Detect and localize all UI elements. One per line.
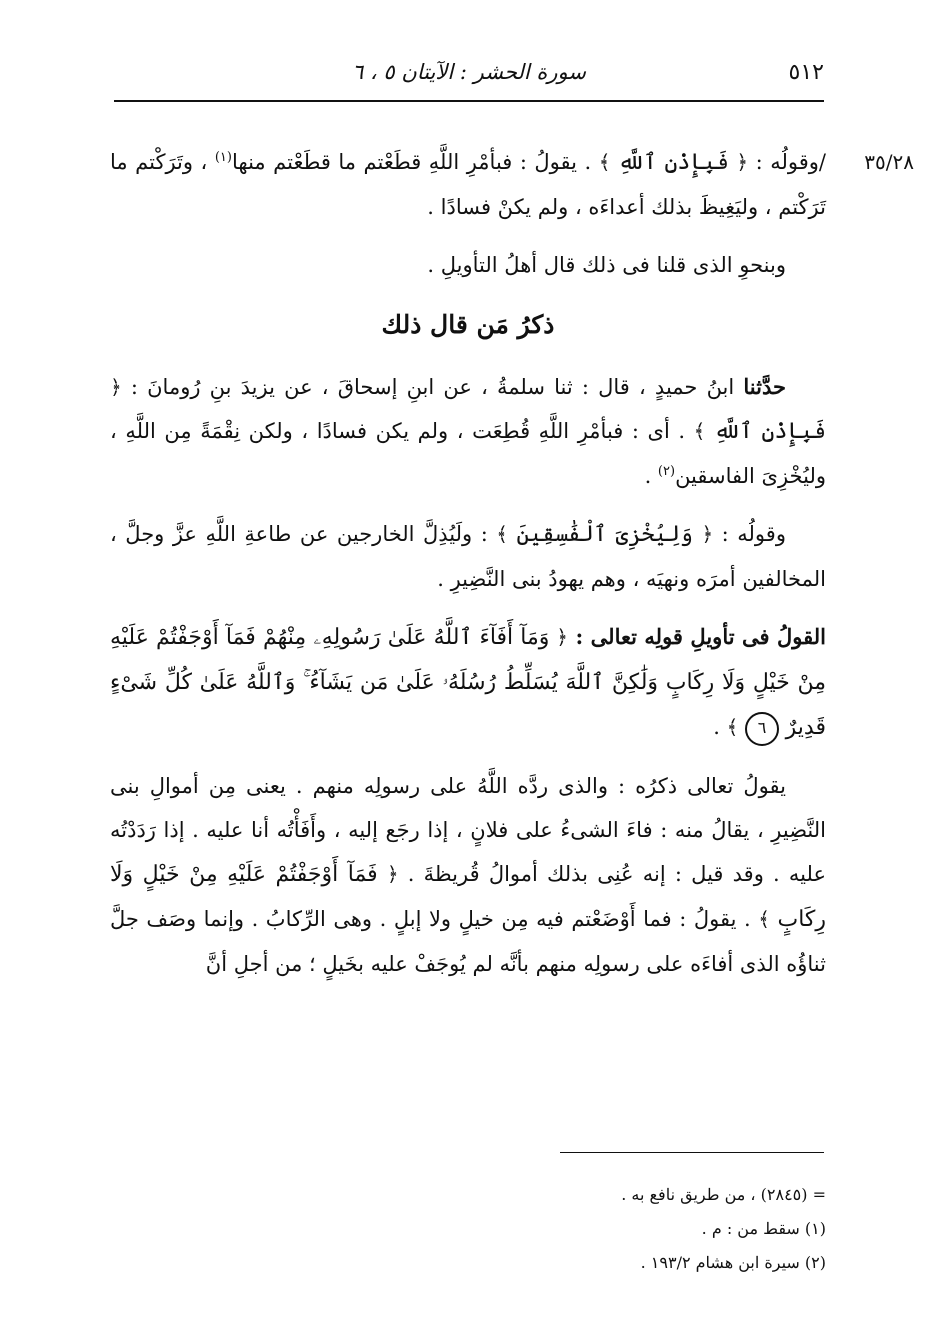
footnote-1: (١) سقط من : م . xyxy=(701,1219,826,1238)
paragraph-4 xyxy=(110,512,826,601)
quran-quote: وَلِيُخْزِىَ ٱلْفَٰسِقِينَ xyxy=(516,522,693,547)
ornate-bracket-close: ﴾ xyxy=(598,150,611,174)
text-run: . xyxy=(713,715,727,739)
header-rule xyxy=(114,100,824,102)
ornate-bracket-open: ﴿ xyxy=(701,522,714,546)
text-run: يقولُ تعالى ذكرُه : والذى ردَّه اللَّهُ على رسولِه منهم . يعنى مِن أموالِ بنى النَّضِيرِ ، يقالُ منه : فاءَ الشىءُ على فلانٍ ، إذا رجَع إليه ، وأَفَأْتُه أنا عليه . إذا رَدَدْتُه عليه . وقد قيل : إنه عُنِى بذلك أموالُ قُريظةَ . xyxy=(110,774,826,886)
paragraph-6 xyxy=(110,764,826,986)
text-run: . أى : فبأمْرِ اللَّهِ قُطِعَت ، ولم يكن فسادًا ، ولكن نِقْمَةً مِن اللَّهِ ، وليُخْزِىَ الفاسقين xyxy=(110,419,826,488)
quran-quote: فَبِإِذْنِ ٱللَّهِ xyxy=(617,150,729,175)
ornate-bracket-close: ﴾ xyxy=(726,715,739,739)
ornate-bracket-open: ﴿ xyxy=(386,862,399,886)
main-text xyxy=(110,140,826,1000)
text-run: وقولُه : xyxy=(713,522,786,546)
tafsir-heading: القولُ فى تأويلِ قولِه تعالى : xyxy=(567,624,826,649)
isnad-opening: حدَّثنا xyxy=(743,374,786,399)
quran-verse: وَمَآ أَفَآءَ ٱللَّهُ عَلَىٰ رَسُولِهِۦ مِنْهُمْ فَمَآ أَوْجَفْتُمْ عَلَيْهِ مِنْ خَيْلٍ وَلَا رِكَابٍ وَلَٰكِنَّ ٱللَّهَ يُسَلِّطُ رُسُلَهُۥ عَلَىٰ مَن يَشَآءُ ۚ وَٱللَّهُ عَلَىٰ كُلِّ شَىْءٍ قَدِيرٌ xyxy=(110,625,826,740)
text-run: . xyxy=(644,464,658,488)
text-run: ، وتَرَكْتم ما تَرَكْتم ، وليَغِيظَ بذلك أعداءَه ، ولم يكنْ فسادًا . xyxy=(110,150,826,219)
ornate-bracket-close: ﴾ xyxy=(496,522,508,546)
page-number: ٥١٢ xyxy=(788,60,824,85)
text-run: /وقولُه : xyxy=(748,150,826,174)
paragraph-5 xyxy=(110,615,826,750)
text-run: ابنُ حميدٍ ، قال : ثنا سلمةُ ، عن ابنِ إسحاقَ ، عن يزيدَ بنِ رُومانَ : xyxy=(121,375,744,399)
paragraph-1 xyxy=(110,140,826,229)
ornate-bracket-close: ﴾ xyxy=(693,419,706,443)
margin-reference: ٣٥/٢٨ xyxy=(864,150,914,174)
running-title: سورة الحشر : الآيتان ٥ ، ٦ xyxy=(352,60,586,84)
footnote-rule xyxy=(560,1152,824,1153)
text-run: . يقولُ : فما أَوْضَعْتم فيه مِن خيلٍ ولا إبلٍ . وهى الرِّكابُ . وإنما وصَف جلَّ ثناؤُه الذى أفاءَه على رسولِه منهم بأنَّه لم يُوجَفْ عليه بخَيلٍ ؛ من أجلِ أنَّ xyxy=(110,907,826,976)
ornate-bracket-open: ﴿ xyxy=(736,150,749,174)
footnote-continuation: = (٢٨٤٥) ، من طريق نافع به . xyxy=(621,1185,826,1204)
footnote-marker-2[interactable]: (٢) xyxy=(657,464,676,479)
footnote-2: (٢) سيرة ابن هشام ١٩٣/٢ . xyxy=(640,1253,826,1272)
text-run: : ولَيُذِلَّ الخارجين عن طاعةِ اللَّهِ عزَّ وجلَّ ، المخالفين أمرَه ونهيَه ، وهم يهودُ بنى النَّضِيرِ . xyxy=(110,522,826,591)
ayah-number-mark: ٦ xyxy=(745,712,779,746)
text-run: . يقولُ : فبأمْرِ اللَّهِ قطَعْتم ما قطَعْتم منها xyxy=(231,150,599,174)
ornate-bracket-close: ﴾ xyxy=(758,907,770,931)
quran-quote: فَبِإِذْنِ ٱللَّهِ xyxy=(713,419,827,444)
footnotes xyxy=(110,1178,826,1280)
ornate-bracket-open: ﴿ xyxy=(110,375,122,399)
quran-quote: فَمَآ أَوْجَفْتُمْ عَلَيْهِ مِنْ خَيْلٍ وَلَا رِكَابٍ xyxy=(110,862,826,932)
footnote-marker-1[interactable]: (١) xyxy=(214,150,232,165)
paragraph-3 xyxy=(110,365,826,498)
page-header xyxy=(114,58,824,94)
section-heading: ذكرُ مَن قال ذلك xyxy=(381,310,555,339)
ornate-bracket-open: ﴿ xyxy=(556,625,568,649)
paragraph-2: وبنحوِ الذى قلنا فى ذلك قال أهلُ التأويلِ . xyxy=(427,253,786,277)
